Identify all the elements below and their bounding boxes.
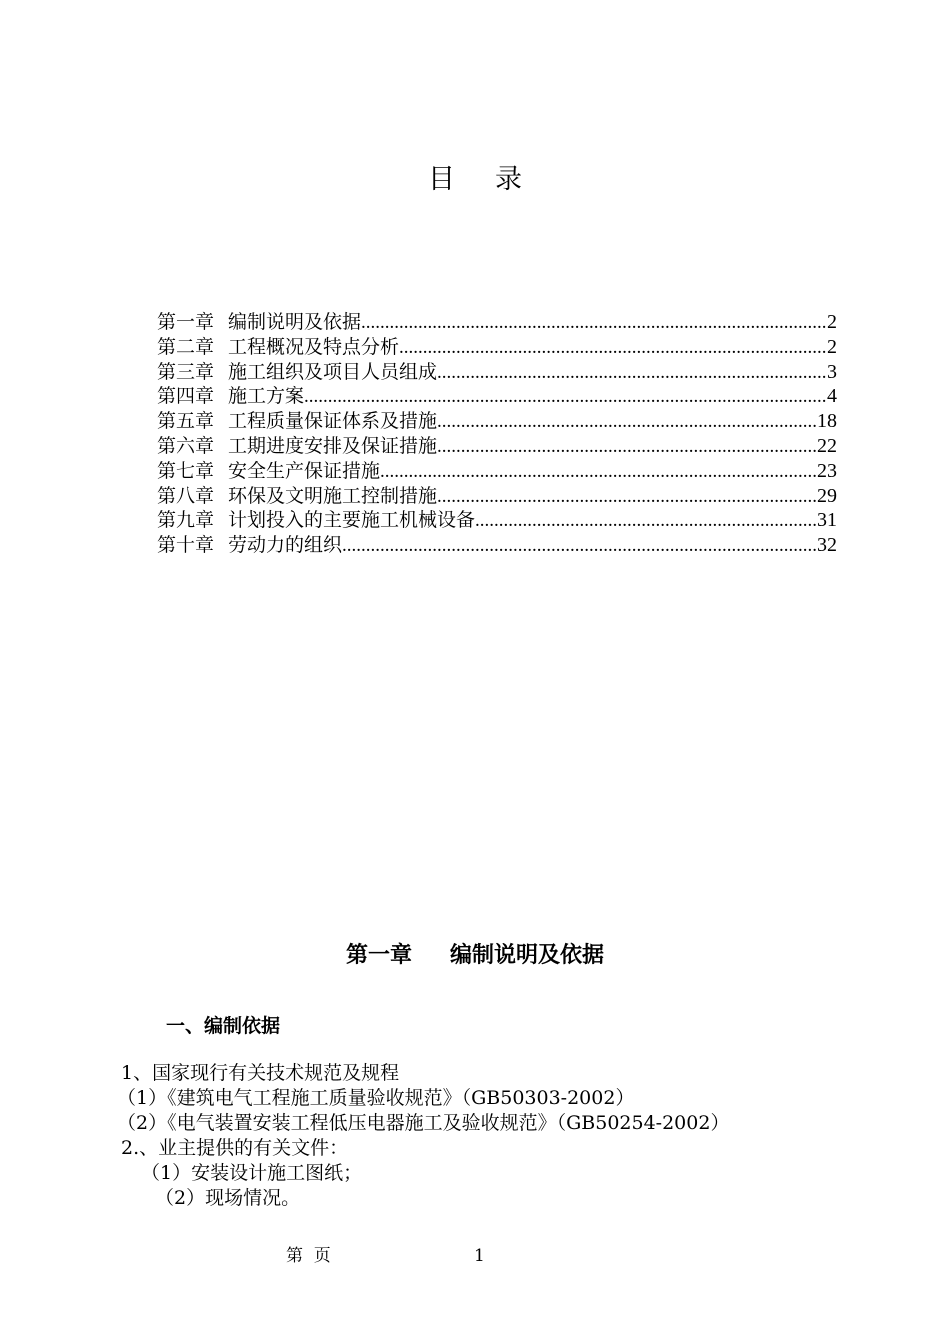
toc-page-number: 23 [817,459,837,482]
toc-dot-leader [304,385,827,410]
body-paragraph: （2）现场情况。 [155,1187,301,1209]
toc-chapter-title: 计划投入的主要施工机械设备 [228,509,476,532]
chapter-number: 第一章 [345,943,412,968]
body-paragraph: （2）《电气装置安装工程低压电器施工及验收规范》（GB50254-2002） [117,1112,730,1134]
toc-page-number: 32 [817,534,837,557]
section-heading: 一、编制依据 [166,1015,281,1037]
toc-chapter-number: 第八章 [157,484,215,507]
toc-entry[interactable] [157,360,837,385]
toc-entry[interactable] [157,459,837,484]
toc-page-number: 18 [817,410,837,433]
body-paragraph: 2.、业主提供的有关文件： [121,1137,349,1159]
toc-page-number: 3 [827,360,837,383]
toc-page-number: 31 [817,509,837,532]
toc-page-number: 4 [827,385,837,408]
body-paragraph: （1）《建筑电气工程施工质量验收规范》（GB50303-2002） [117,1087,635,1109]
toc-chapter-title: 施工方案 [228,385,305,408]
footer-page-label: 第 页 [286,1246,331,1266]
toc-entry[interactable] [157,484,837,509]
toc-chapter-title: 施工组织及项目人员组成 [228,360,438,383]
toc-chapter-number: 第三章 [157,360,215,383]
toc-chapter-title: 安全生产保证措施 [228,459,381,482]
toc-dot-leader [475,509,817,534]
toc-chapter-number: 第二章 [157,335,215,358]
toc-chapter-title: 工程概况及特点分析 [228,335,400,358]
body-paragraph: 1、国家现行有关技术规范及规程 [121,1062,400,1084]
toc-dot-leader [342,534,817,559]
toc-page-number: 22 [817,434,837,457]
toc-page-number: 2 [827,335,837,358]
toc-entry[interactable] [157,409,837,434]
toc-chapter-title: 工期进度安排及保证措施 [228,434,438,457]
toc-chapter-number: 第五章 [157,410,215,433]
toc-entry[interactable] [157,384,837,409]
toc-chapter-title: 编制说明及依据 [228,311,362,333]
toc-entry[interactable] [157,434,837,459]
chapter-heading [0,940,950,972]
toc-entry[interactable] [157,310,837,335]
toc-page-number: 2 [827,311,837,333]
toc-entry[interactable] [157,533,837,558]
toc-dot-leader [437,435,817,460]
toc-chapter-title: 工程质量保证体系及措施 [228,410,438,433]
toc-title: 目录 [428,164,562,195]
toc-chapter-number: 第一章 [157,311,215,333]
toc-dot-leader [437,410,817,435]
toc-dot-leader [399,336,827,361]
toc-dot-leader [437,485,817,510]
body-paragraph: （1）安装设计施工图纸； [141,1162,363,1184]
toc-chapter-title: 劳动力的组织 [228,534,343,557]
toc-page-number: 29 [817,484,837,507]
toc-dot-leader [361,311,827,336]
toc-entry[interactable] [157,335,837,360]
toc-chapter-title: 环保及文明施工控制措施 [228,484,438,507]
toc-chapter-number: 第四章 [157,385,215,408]
toc-chapter-number: 第九章 [157,509,215,532]
toc-dot-leader [437,361,827,386]
toc-list [157,310,837,558]
chapter-title: 编制说明及依据 [450,943,605,968]
toc-chapter-number: 第六章 [157,434,215,457]
toc-dot-leader [380,460,817,485]
toc-entry[interactable] [157,508,837,533]
toc-chapter-number: 第十章 [157,534,215,557]
toc-chapter-number: 第七章 [157,459,215,482]
footer-page-number: 1 [474,1246,485,1266]
